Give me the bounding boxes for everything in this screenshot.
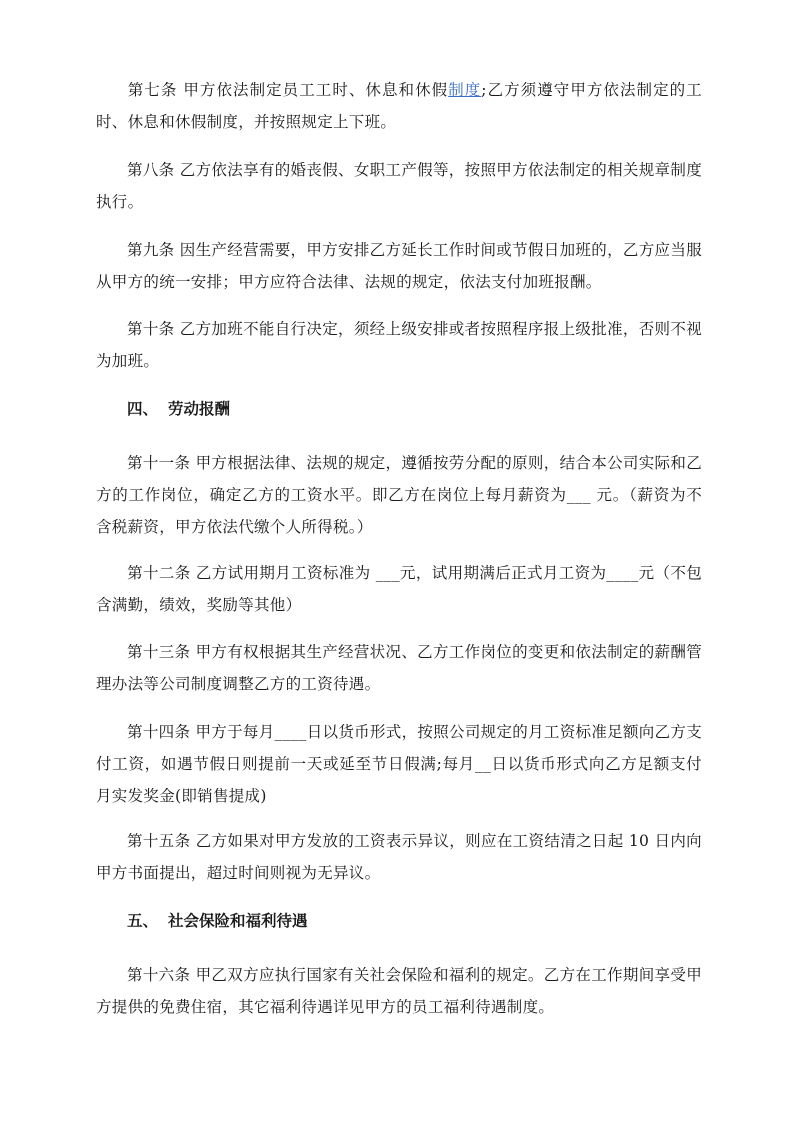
- article-7-text-a: 第七条 甲方依法制定员工工时、休息和休假: [127, 81, 449, 99]
- section-5-number: 五、: [127, 912, 159, 930]
- article-13: [96, 636, 702, 700]
- article-15-text: 第十五条 乙方如果对甲方发放的工资表示异议，则应在工资结清之日起 10 日内向甲方书面提出，超过时间则视为无异议。: [96, 832, 702, 882]
- section-heading-5: [127, 905, 308, 937]
- article-13-text: 第十三条 甲方有权根据其生产经营状况、乙方工作岗位的变更和依法制定的薪酬管理办法等公司制度调整乙方的工资待遇。: [96, 643, 702, 693]
- article-11-text: 第十一条 甲方根据法律、法规的规定，遵循按劳分配的原则，结合本公司实际和乙方的工作岗位，确定乙方的工资水平。即乙方在岗位上每月薪资为___ 元。（薪资为不含税薪资，甲方依法代缴个人所得税。）: [96, 454, 702, 536]
- section-4-title: 劳动报酬: [168, 400, 231, 418]
- article-10-text: 第十条 乙方加班不能自行决定，须经上级安排或者按照程序报上级批准，否则不视为加班。: [96, 320, 702, 370]
- article-12-text: 第十二条 乙方试用期月工资标准为 ___元，试用期满后正式月工资为____元（不包含满勤，绩效，奖励等其他）: [96, 564, 702, 614]
- article-16: [96, 959, 702, 1023]
- article-11: [96, 447, 702, 543]
- article-12: [96, 557, 702, 621]
- article-14-text: 第十四条 甲方于每月____日以货币形式，按照公司规定的月工资标准足额向乙方支付工资，如遇节假日则提前一天或延至节日假满;每月__日以货币形式向乙方足额支付月实发奖金(即销售提成): [96, 723, 702, 805]
- article-14: [96, 716, 702, 812]
- article-10: [96, 313, 702, 377]
- section-heading-4: [127, 393, 230, 425]
- section-5-title: 社会保险和福利待遇: [168, 912, 308, 930]
- article-9-text: 第九条 因生产经营需要，甲方安排乙方延长工作时间或节假日加班的，乙方应当服从甲方的统一安排；甲方应符合法律、法规的规定，依法支付加班报酬。: [96, 241, 702, 291]
- article-15: [96, 825, 702, 889]
- article-7: [96, 74, 702, 138]
- article-8: [96, 154, 702, 218]
- article-16-text: 第十六条 甲乙双方应执行国家有关社会保险和福利的规定。乙方在工作期间享受甲方提供的免费住宿，其它福利待遇详见甲方的员工福利待遇制度。: [96, 966, 702, 1016]
- article-7-text-b: ;乙方须遵守甲方依法制定的工时、休息和休假制度，并按照规定上下班。: [96, 81, 702, 131]
- article-9: [96, 234, 702, 298]
- section-4-number: 四、: [127, 400, 159, 418]
- article-8-text: 第八条 乙方依法享有的婚丧假、女职工产假等，按照甲方依法制定的相关规章制度执行。: [96, 161, 702, 211]
- system-link[interactable]: 制度: [448, 81, 482, 99]
